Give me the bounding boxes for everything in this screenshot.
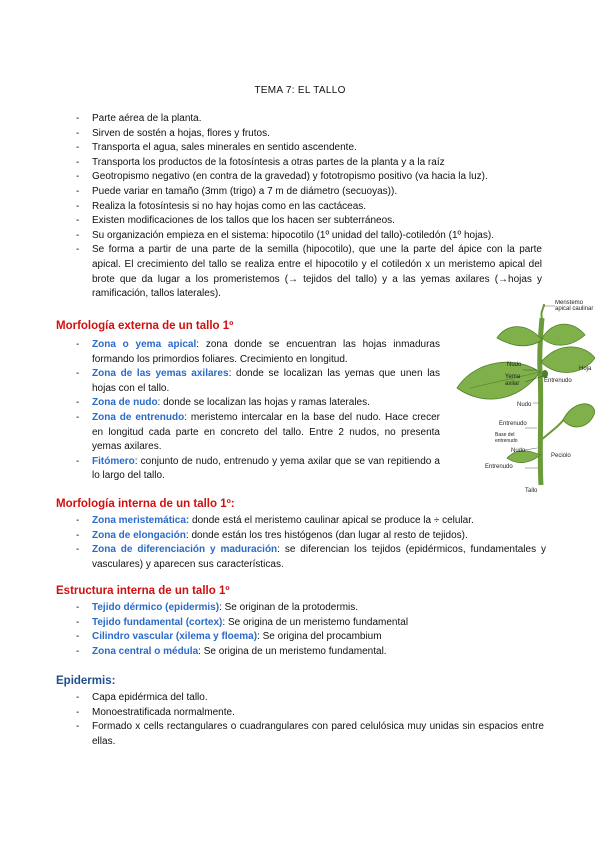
label-line [525,448,537,450]
list-item [92,338,440,367]
epidermis-list [92,691,544,749]
label-entrenudo-mid: Entrenudo [499,421,527,427]
stem-shape [540,318,542,485]
label-entrenudo-low: Entrenudo [485,464,513,470]
label-nudo-top: Nudo [507,362,522,368]
intro-item: - Transporta el agua, sales minerales en sentido ascendente. [92,141,542,156]
item-term: Fitómero [92,455,135,467]
item-term: Zona central o médula [92,645,199,657]
label-base-2: entrenudo [495,438,518,444]
internal-structure-heading: Estructura interna de un tallo 1º [56,585,230,597]
label-apical-1: Meristemo [555,300,584,306]
stem-diagram-svg [445,300,595,500]
list-item [92,616,546,631]
item-term: Zona de nudo [92,397,158,409]
intro-item: - Parte aérea de la planta. [92,112,542,127]
list-item [92,396,440,411]
label-entrenudo-top: Entrenudo [544,378,572,384]
item-text: : zona donde se encuentran las hojas inmaduras formando los primordios foliares. Crecimiento en longitud. [92,339,440,365]
label-yema-1: Yema [505,374,521,380]
item-text: : meristemo intercalar en la base del nudo. Hace crecer en longitud cada parte en concreto del tallo. Entre 2 nudos, no presenta yemas axilares. [92,411,440,453]
item-text: : donde se localizan las hojas y ramas laterales. [157,397,370,409]
epidermis-heading: Epidermis: [56,675,116,687]
intro-list [92,112,542,302]
list-item [92,367,440,396]
list-item [92,630,546,645]
intro-item: - Existen modificaciones de los tallos que los hacen ser subterráneos. [92,214,542,229]
intro-item: - Se forma a partir de una parte de la semilla (hipocotilo), que une la parte del ápice con la parte apical. El crecimiento del tallo se realiza entre el hipocotilo y el cotiledón x un meristemo apical del brote que da lugar a los promeristemos (→ tejidos del tallo) y a las yemas axilares (→hojas y ramificación, tallos laterales). [92,243,542,301]
page-title: TEMA 7: EL TALLO [254,85,346,96]
intro-item: - Geotropismo negativo (en contra de la gravedad) y fototropismo positivo (va hacia la luz). [92,170,542,185]
list-item [92,543,546,572]
list-item: - Formado x cells rectangulares o cuadrangulares con pared celulósica muy unidas sin espacios entre ellas. [92,720,544,749]
item-text: : Se origina de un meristemo fundamental. [198,645,387,657]
list-item [92,455,440,484]
internal-morphology-heading: Morfología interna de un tallo 1º: [56,498,235,510]
label-hoja: Hoja [579,366,592,372]
item-term: Tejido dérmico (epidermis) [92,602,220,613]
intro-item: - Su organización empieza en el sistema: hipocotilo (1º unidad del tallo)-cotiledón (1º hojas). [92,229,542,244]
intro-item: - Realiza la fotosíntesis si no hay hojas como en las cactáceas. [92,200,542,215]
axillary-bud [542,370,548,378]
intro-item: - Puede variar en tamaño (3mm (trigo) a 7 m de diámetro (secuoyas)). [92,185,542,200]
label-apical-2: apical caulinar [555,306,594,312]
leaf-low-right [563,404,595,427]
label-tallo: Tallo [525,488,538,494]
intro-item: - Sirven de sostén a hojas, flores y frutos. [92,127,542,142]
external-morphology-list [92,338,440,484]
label-base-1: Base del [495,432,515,438]
list-item [92,529,546,544]
label-peciolo: Peciolo [551,453,571,459]
item-term: Zona meristemática: [92,515,190,526]
leaf-top-left [497,327,542,346]
leaf-mid-left [457,362,540,399]
item-term: Zona de elongación [92,529,186,541]
label-nudo-low: Nudo [511,448,526,454]
label-nudo-mid: Nudo [517,402,532,408]
item-text: donde está el meristemo caulinar apical se produce la ÷ celular. [189,515,474,526]
list-item [92,411,440,455]
internal-structure-list [92,601,546,659]
intro-item: - Transporta los productos de la fotosíntesis a otras partes de la planta y a la raíz [92,156,542,171]
item-term: Cilindro vascular (xilema y floema) [92,631,258,643]
list-item [92,601,546,616]
item-term: Tejido fundamental (cortex) [92,616,223,628]
item-text: : se diferencian los tejidos (epidérmicos, fundamentales y vasculares) y aparecen sus características. [92,544,546,570]
item-term: Zona de entrenudo [92,411,185,423]
item-term: Zona de las yemas axilares [92,368,229,380]
list-item [92,514,546,529]
petiole-shape [541,418,565,440]
item-text: : donde se localizan las yemas que unen las hojas con el tallo. [92,368,440,394]
leaf-top-right [542,324,585,345]
item-text: : Se origina de un meristemo fundamental [222,616,409,628]
list-item: - Capa epidérmica del tallo. [92,691,544,706]
item-text: : donde están los tres histógenos (dan lugar al resto de tejidos). [185,529,468,541]
list-item [92,645,546,660]
list-item: - Monoestratificada normalmente. [92,706,544,721]
label-yema-2: axilar [505,381,520,387]
internal-morphology-list [92,514,546,572]
item-term: Zona o yema apical [92,339,197,350]
stem-diagram [445,300,595,500]
apex-shape [541,304,544,318]
item-text: : Se originan de la protodermis. [219,602,359,613]
item-text: : conjunto de nudo, entrenudo y yema axilar que se van repitiendo a lo largo del tallo. [92,455,440,482]
item-text: : Se origina del procambium [257,631,382,643]
external-morphology-heading: Morfología externa de un tallo 1º [56,320,234,332]
item-term: Zona de diferenciación y maduración [92,544,278,556]
